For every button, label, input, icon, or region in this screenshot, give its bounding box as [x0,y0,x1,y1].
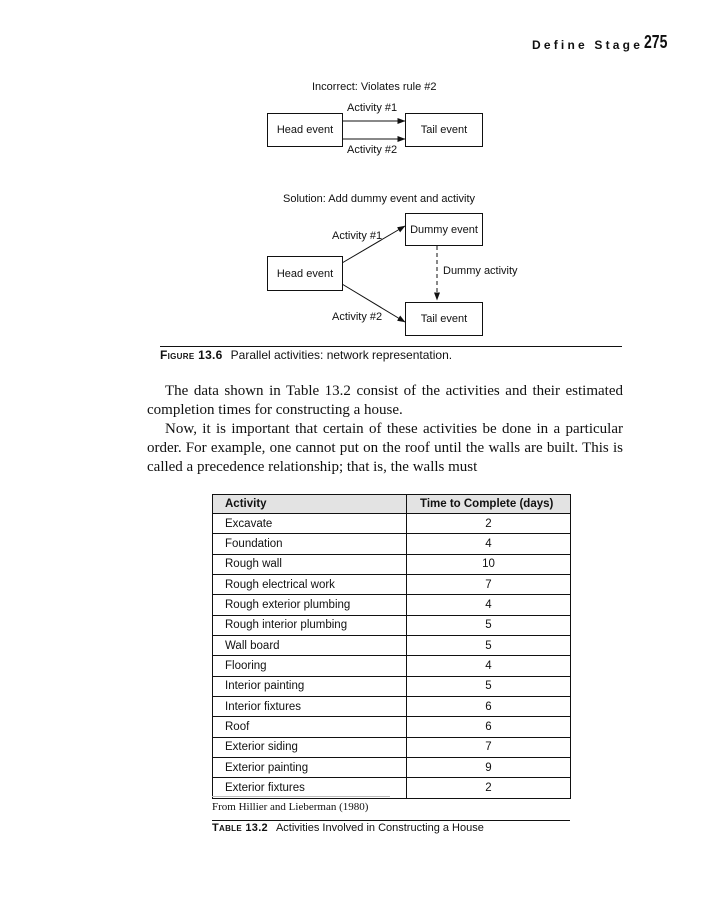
figure-13-6-diagram [0,0,715,350]
activity-cell: Interior painting [213,676,407,696]
table-row [213,554,571,574]
table-row [213,758,571,778]
activity-cell: Wall board [213,636,407,656]
days-cell: 7 [407,575,571,595]
table-row [213,676,571,696]
incorrect-head-event-node: Head event [267,113,343,147]
table-row [213,656,571,676]
days-cell: 4 [407,656,571,676]
days-cell: 2 [407,778,571,798]
activity-cell: Exterior painting [213,758,407,778]
figure-caption-label: Figure 13.6 [160,348,223,362]
activity-cell: Exterior siding [213,737,407,757]
days-cell: 5 [407,615,571,635]
activity-cell: Foundation [213,534,407,554]
days-cell: 5 [407,676,571,696]
solution-activity2-label: Activity #2 [332,311,383,323]
solution-diagram-title: Solution: Add dummy event and activity [283,193,475,205]
activity-cell: Rough electrical work [213,575,407,595]
running-header-section: Define Stage [532,38,644,52]
table-caption [212,822,484,834]
column-header-activity: Activity [213,495,407,514]
column-header-time: Time to Complete (days) [407,495,571,514]
incorrect-tail-event-node: Tail event [405,113,483,147]
table-row [213,514,571,534]
activity-cell: Excavate [213,514,407,534]
days-cell: 4 [407,595,571,615]
solution-activity1-label: Activity #1 [332,230,383,242]
table-caption-text: Activities Involved in Constructing a House [275,822,484,834]
table-row [213,534,571,554]
table-caption-rule [212,820,570,821]
table-row [213,737,571,757]
days-cell: 6 [407,717,571,737]
days-cell: 2 [407,514,571,534]
body-paragraph-2: Now, it is important that certain of these activities be done in a particular order. For example, one cannot put on the roof until the walls are built. This is called a precedence relationship; that is, the walls must [147,421,623,475]
table-source: From Hillier and Lieberman (1980) [212,801,369,813]
incorrect-diagram-title: Incorrect: Violates rule #2 [312,81,437,93]
network-arrows [0,0,715,350]
days-cell: 6 [407,697,571,717]
activity-cell: Rough wall [213,554,407,574]
dummy-event-node: Dummy event [405,213,483,246]
incorrect-activity1-label: Activity #1 [347,102,398,114]
activity-cell: Roof [213,717,407,737]
activity-cell: Rough exterior plumbing [213,595,407,615]
dummy-activity-label: Dummy activity [443,265,518,277]
activity-cell: Flooring [213,656,407,676]
activities-table [212,494,571,799]
solution-tail-event-node: Tail event [405,302,483,336]
figure-caption-rule [160,346,622,347]
days-cell: 10 [407,554,571,574]
table-row [213,595,571,615]
incorrect-activity2-label: Activity #2 [347,144,398,156]
days-cell: 5 [407,636,571,656]
table-row [213,697,571,717]
page-number: 275 [644,32,668,52]
figure-caption [160,348,452,362]
table-header-row [213,495,571,514]
body-paragraph-1: The data shown in Table 13.2 consist of the activities and their estimated completion times for constructing a house. [147,383,623,418]
days-cell: 9 [407,758,571,778]
activity-cell: Interior fixtures [213,697,407,717]
days-cell: 4 [407,534,571,554]
days-cell: 7 [407,737,571,757]
activity-cell: Exterior fixtures [213,778,407,798]
table-row [213,636,571,656]
solution-head-event-node: Head event [267,256,343,291]
table-row [213,575,571,595]
table-caption-label: Table 13.2 [212,822,268,834]
figure-caption-text: Parallel activities: network representation. [230,348,453,362]
table-row [213,717,571,737]
body-text [147,382,623,477]
activity-cell: Rough interior plumbing [213,615,407,635]
source-rule [212,796,390,797]
table-row [213,615,571,635]
